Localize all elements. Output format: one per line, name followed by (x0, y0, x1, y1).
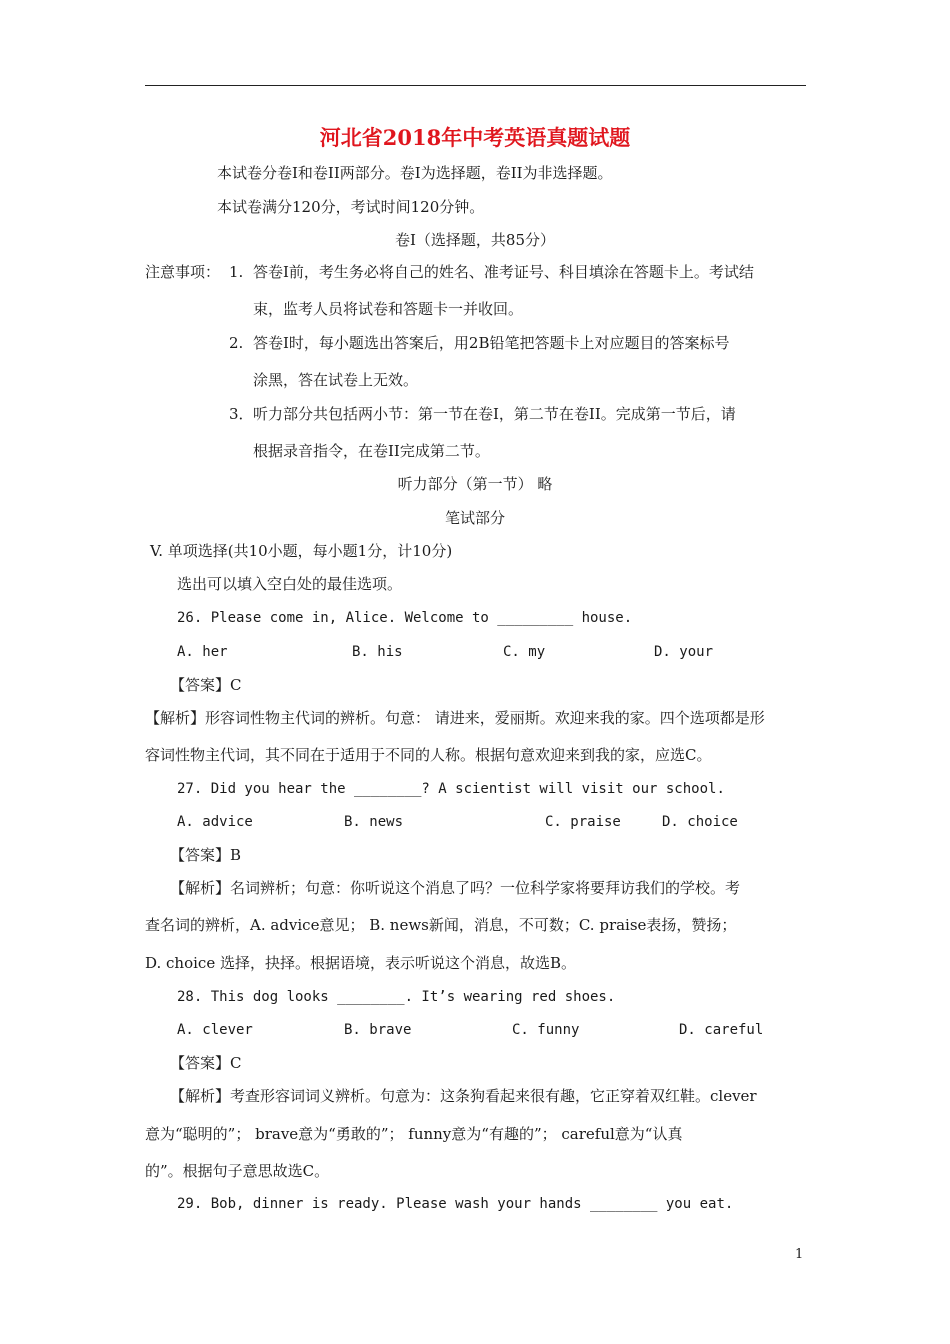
q27-option-c: C. praise (545, 814, 621, 830)
q26-option-d: D. your (654, 644, 714, 660)
intro-line-2: 本试卷满分120分，考试时间120分钟。 (217, 198, 485, 216)
q28-analysis-line-1: 【解析】考查形容词词义辨析。句意为：这条狗看起来很有趣，它正穿着双红鞋。clever (170, 1087, 757, 1105)
q27-analysis-line-1: 【解析】名词辨析；句意：你听说这个消息了吗？一位科学家将要拜访我们的学校。考 (170, 879, 741, 897)
section-v-instruction: 选出可以填入空白处的最佳选项。 (177, 575, 403, 593)
intro-line-1: 本试卷分卷I和卷II两部分。卷I为选择题，卷II为非选择题。 (217, 164, 613, 182)
page-title: 河北省2018年中考英语真题试题 (319, 125, 631, 150)
q27-analysis-line-3: D. choice 选择，抉择。根据语境，表示听说这个消息，故选B。 (145, 954, 576, 972)
q26-analysis-line-1: 【解析】形容词性物主代词的辨析。句意： 请进来，爱丽斯。欢迎来我的家。四个选项都是形 (145, 709, 765, 727)
part1-heading: 卷I（选择题，共85分） (394, 231, 555, 249)
q28-analysis-line-3: 的”。根据句子意思故选C。 (145, 1162, 330, 1180)
q27-analysis-line-2: 查名词的辨析，A. advice意见； B. news新闻，消息，不可数；C. praise表扬，赞扬； (145, 916, 737, 934)
note-2-number: 2. (229, 334, 244, 352)
question-27-stem: 27. Did you hear the ________? A scientist will visit our school. (177, 781, 725, 797)
q28-option-b: B. brave (344, 1022, 412, 1038)
note-2-line-2: 涂黑，答在试卷上无效。 (253, 371, 419, 389)
note-3-line-1: 听力部分共包括两小节：第一节在卷I，第二节在卷II。完成第一节后，请 (253, 405, 736, 423)
note-2-line-1: 答卷I时，每小题选出答案后，用2B铅笔把答题卡上对应题目的答案标号 (253, 334, 730, 352)
q26-option-a: A. her (177, 644, 228, 660)
header-rule (145, 85, 806, 86)
question-26-stem: 26. Please come in, Alice. Welcome to _________ house. (177, 610, 633, 626)
written-heading: 笔试部分 (444, 509, 505, 527)
q27-answer: 【答案】B (170, 846, 242, 864)
q28-option-d: D. careful (679, 1022, 764, 1038)
listening-heading: 听力部分（第一节） 略 (397, 475, 553, 493)
q26-answer: 【答案】C (170, 676, 242, 694)
q27-option-a: A. advice (177, 814, 253, 830)
note-3-line-2: 根据录音指令，在卷II完成第二节。 (253, 442, 490, 460)
section-v-heading: V. 单项选择(共10小题，每小题1分，计10分) (150, 542, 453, 560)
note-1-line-1: 答卷I前，考生务必将自己的姓名、准考证号、科目填涂在答题卡上。考试结 (253, 263, 754, 281)
notes-label: 注意事项： (145, 263, 221, 281)
q28-analysis-line-2: 意为“聪明的”； brave意为“勇敢的”； funny意为“有趣的”； careful意为“认真 (145, 1125, 683, 1143)
q28-option-c: C. funny (512, 1022, 580, 1038)
note-1-line-2: 束，监考人员将试卷和答题卡一并收回。 (253, 300, 524, 318)
q26-option-b: B. his (352, 644, 403, 660)
note-3-number: 3． (229, 405, 254, 423)
q28-answer: 【答案】C (170, 1054, 242, 1072)
page-number: 1 (795, 1247, 804, 1262)
q28-option-a: A. clever (177, 1022, 253, 1038)
q26-analysis-line-2: 容词性物主代词，其不同在于适用于不同的人称。根据句意欢迎来到我的家，应选C。 (145, 746, 712, 764)
q26-option-c: C. my (503, 644, 546, 660)
question-29-stem: 29. Bob, dinner is ready. Please wash your hands ________ you eat. (177, 1196, 734, 1212)
q27-option-b: B. news (344, 814, 404, 830)
q27-option-d: D. choice (662, 814, 738, 830)
note-1-number: 1. (229, 263, 244, 281)
question-28-stem: 28. This dog looks ________. It’s wearing red shoes. (177, 989, 616, 1005)
